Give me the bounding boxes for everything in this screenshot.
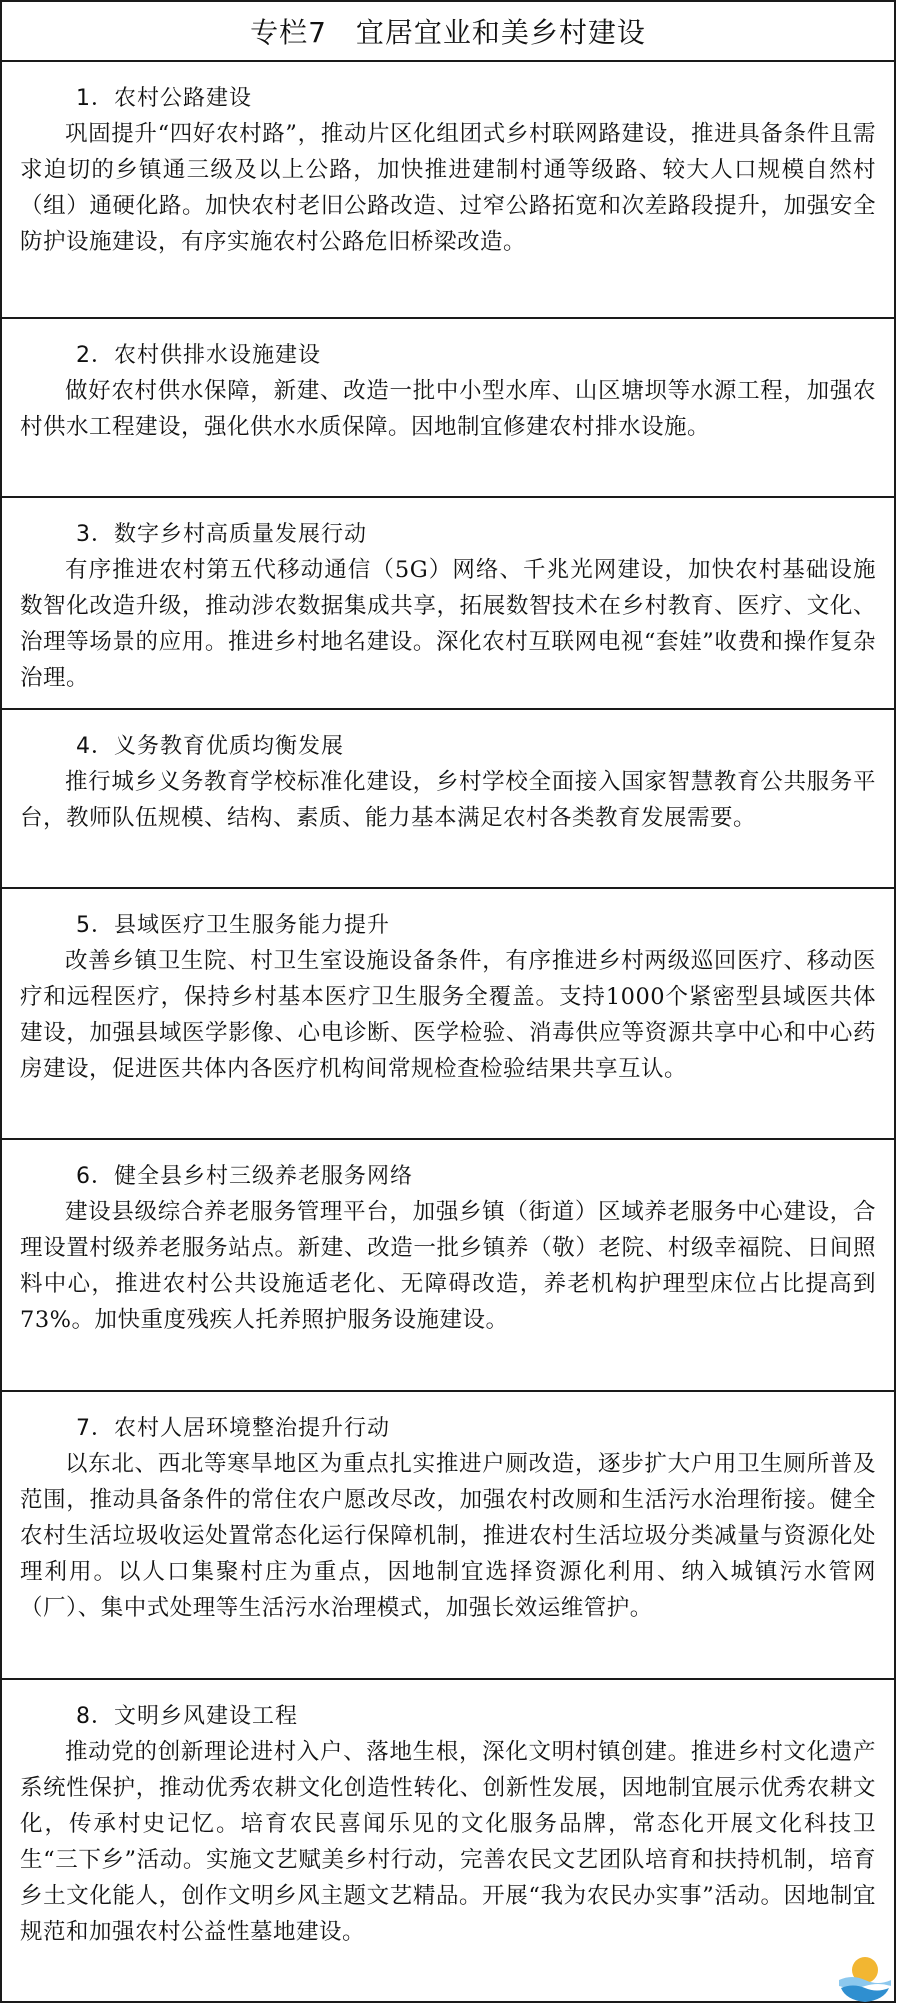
section-heading: 6．健全县乡村三级养老服务网络 <box>76 1164 413 1189</box>
section-heading: 1．农村公路建设 <box>76 86 252 111</box>
section-body: 以东北、西北等寒旱地区为重点扎实推进户厕改造，逐步扩大户用卫生厕所普及范围，推动具备条件的常住农户愿改尽改，加强农村改厕和生活污水治理衔接。健全农村生活垃圾收运处置常态化运行保障机制，推进农村生活垃圾分类减量与资源化处理利用。以人口集聚村庄为重点，因地制宜选择资源化利用、纳入城镇污水管网（厂）、集中式处理等生活污水治理模式，加强长效运维管护。 <box>20 1451 876 1621</box>
section-heading: 7．农村人居环境整治提升行动 <box>76 1416 390 1441</box>
sun-over-water-logo-icon <box>836 1952 894 2004</box>
section-heading: 3．数字乡村高质量发展行动 <box>76 522 367 547</box>
section-heading: 5．县域医疗卫生服务能力提升 <box>76 913 390 938</box>
section-elderly-care <box>2 1140 894 1392</box>
section-county-healthcare <box>2 889 894 1140</box>
section-living-environment <box>2 1392 894 1680</box>
section-civilized-custom <box>2 1680 894 2001</box>
section-compulsory-education <box>2 710 894 889</box>
section-body: 巩固提升“四好农村路”，推动片区化组团式乡村联网路建设，推进具备条件且需求迫切的乡镇通三级及以上公路，加快推进建制村通等级路、较大人口规模自然村（组）通硬化路。加快农村老旧公路改造、过窄公路拓宽和次差路段提升，加强安全防护设施建设，有序实施农村公路危旧桥梁改造。 <box>20 121 876 255</box>
section-body: 推行城乡义务教育学校标准化建设，乡村学校全面接入国家智慧教育公共服务平台，教师队伍规模、结构、素质、能力基本满足农村各类教育发展需要。 <box>20 769 876 831</box>
section-digital-village <box>2 498 894 710</box>
logo-wave-dark <box>841 1986 889 2003</box>
section-body: 推动党的创新理论进村入户、落地生根，深化文明村镇创建。推进乡村文化遗产系统性保护，推动优秀农耕文化创造性转化、创新性发展，因地制宜展示优秀农耕文化，传承村史记忆。培育农民喜闻乐见的文化服务品牌，常态化开展文化科技卫生“三下乡”活动。实施文艺赋美乡村行动，完善农民文艺团队培育和扶持机制，培育乡土文化能人，创作文明乡风主题文艺精品。开展“我为农民办实事”活动。因地制宜规范和加强农村公益性墓地建设。 <box>20 1739 876 1945</box>
section-body: 做好农村供水保障，新建、改造一批中小型水库、山区塘坝等水源工程，加强农村供水工程建设，强化供水水质保障。因地制宜修建农村排水设施。 <box>20 378 876 440</box>
section-heading: 2．农村供排水设施建设 <box>76 343 321 368</box>
section-body: 有序推进农村第五代移动通信（5G）网络、千兆光网建设，加快农村基础设施数智化改造升级，推动涉农数据集成共享，拓展数智技术在乡村教育、医疗、文化、治理等场景的应用。推进乡村地名建设。深化农村互联网电视“套娃”收费和操作复杂治理。 <box>20 557 876 691</box>
section-body: 建设县级综合养老服务管理平台，加强乡镇（街道）区域养老服务中心建设，合理设置村级养老服务站点。新建、改造一批乡镇养（敬）老院、村级幸福院、日间照料中心，推进农村公共设施适老化、无障碍改造，养老机构护理型床位占比提高到73%。加快重度残疾人托养照护服务设施建设。 <box>20 1199 876 1333</box>
section-rural-roads <box>2 62 894 319</box>
column-title: 专栏7 宜居宜业和美乡村建设 <box>250 16 646 49</box>
section-water-supply <box>2 319 894 498</box>
section-body: 改善乡镇卫生院、村卫生室设施设备条件，有序推进乡村两级巡回医疗、移动医疗和远程医疗，保持乡村基本医疗卫生服务全覆盖。支持1000个紧密型县域医共体建设，加强县域医学影像、心电诊断、医学检验、消毒供应等资源共享中心和中心药房建设，促进医共体内各医疗机构间常规检查检验结果共享互认。 <box>20 948 876 1082</box>
section-heading: 4．义务教育优质均衡发展 <box>76 734 344 759</box>
title-row <box>2 2 894 62</box>
section-heading: 8．文明乡风建设工程 <box>76 1704 298 1729</box>
